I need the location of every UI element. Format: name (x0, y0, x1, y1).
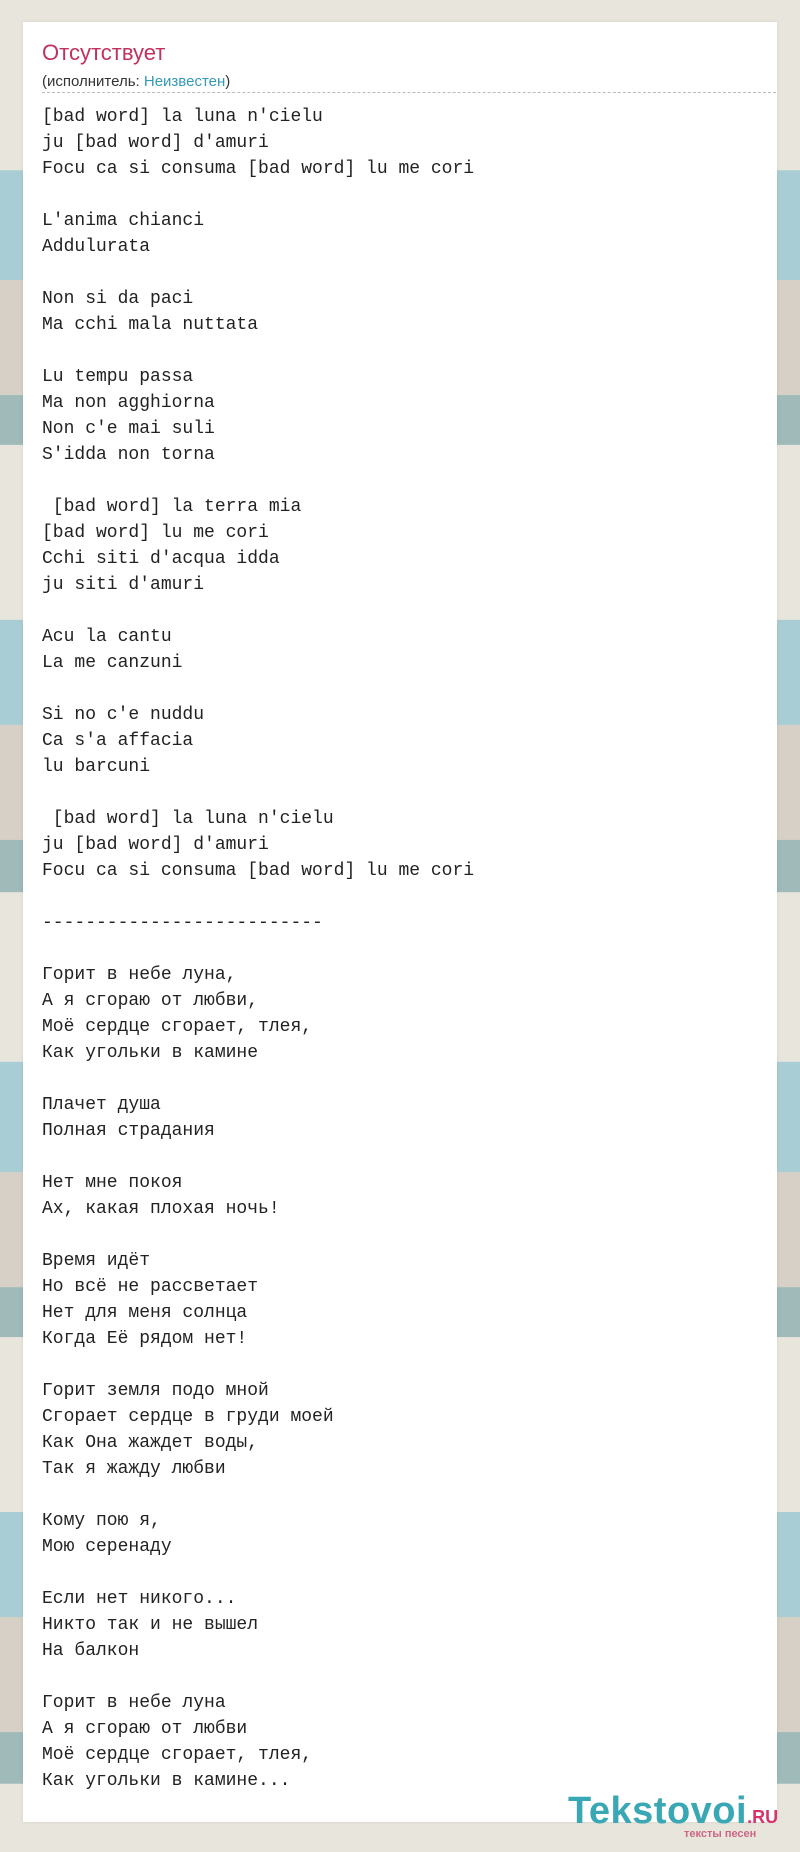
artist-link[interactable]: Неизвестен (143, 73, 226, 90)
artist-prefix: (исполнитель: (42, 73, 144, 90)
artist-suffix: ) (225, 73, 231, 90)
logo-tagline: тексты песен (684, 1828, 757, 1840)
lyrics-text: [bad word] la luna n'cielu ju [bad word] d'amuri Focu ca si consuma [bad word] lu me cori L'anima chianci Addulurata Non si da paci Ma cchi mala nuttata Lu tempu passa Ma non agghiorna Non c'e mai suli S'idda non torna [bad word] la terra mia [bad word] lu me cori Cchi siti d'acqua idda ju siti d'amuri Acu la cantu La me canzuni Si no c'e nuddu Ca s'a affacia lu barcuni [bad word] la luna n'cielu ju [bad word] d'amuri Focu ca si consuma [bad word] lu me cori -------------------------- Горит в небе луна, А я сгораю от любви, Моё сердце сгорает, тлея, Как угольки в камине Плачет душа Полная страдания Нет мне покоя Ах, какая плохая ночь! Время идёт Но всё не рассветает Нет для меня солнца Когда Её рядом нет! Горит земля подо мной Сгорает сердце в груди моей Как Она жаждет воды, Так я жажду любви Кому пою я, Мою серенаду Если нет никого... Никто так и не вышел На балкон Горит в небе луна А я сгораю от любви Моё сердце сгорает, тлея, Как угольки в камине... (42, 107, 475, 1791)
header-divider (42, 92, 776, 93)
site-logo[interactable] (568, 1792, 798, 1852)
logo-tld: .RU (747, 1807, 779, 1827)
logo-name: Tekstovoi (568, 1790, 748, 1832)
song-card (23, 22, 779, 1840)
song-title: Отсутствует (42, 40, 166, 65)
artist-line (42, 73, 230, 91)
